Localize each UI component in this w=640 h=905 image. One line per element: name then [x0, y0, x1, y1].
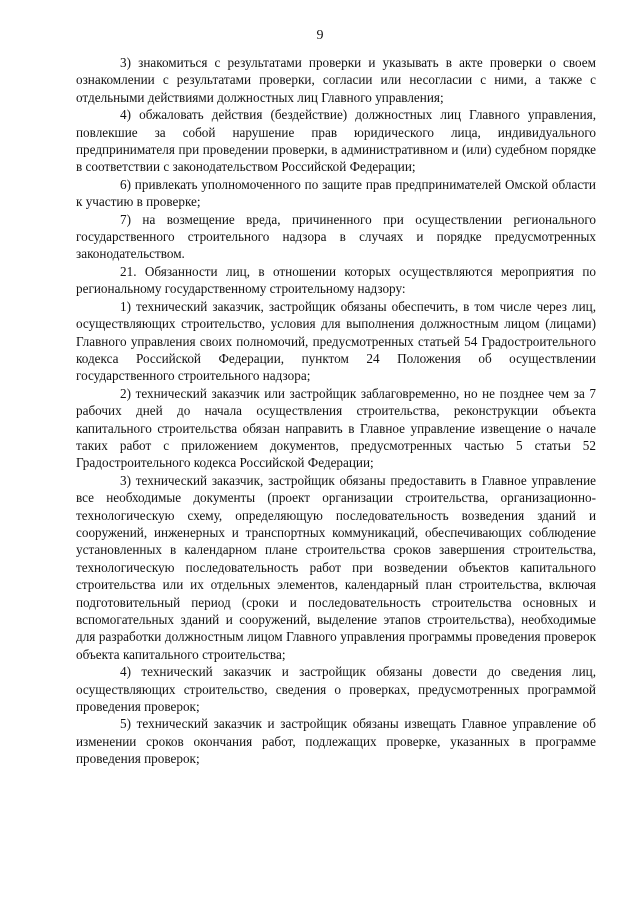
paragraph-right-6: 6) привлекать уполномоченного по защите прав предпринимателей Омской области к участию в проверке;	[76, 176, 596, 210]
paragraph-section-21: 21. Обязанности лиц, в отношении которых осуществляются мероприятия по региональному государственному строительному надзору:	[76, 263, 596, 297]
paragraph-duty-3: 3) технический заказчик, застройщик обязаны предоставить в Главное управление все необходимые документы (проект организации строительства, организационно-технологическую схему, определяющую последовательность возведения зданий и сооружений, инженерных и транспортных коммуникаций, обеспечивающих соблюдение установленных в календарном плане строительства сроков завершения строительства, технологическую последовательность работ при возведении объектов капитального строительства или их отдельных элементов, календарный план строительства, включая подготовительный период (сроки и последовательность строительства основных и вспомогательных зданий и сооружений, выделение этапов строительства), необходимые для разработки должностным лицом Главного управления программы проведения проверок объекта капитального строительства;	[76, 472, 596, 662]
paragraph-duty-4: 4) технический заказчик и застройщик обязаны довести до сведения лиц, осуществляющих строительство, сведения о проверках, предусмотренных программой проведения проверок;	[76, 664, 596, 715]
page-number: 9	[316, 28, 324, 43]
paragraph-duty-2: 2) технический заказчик или застройщик заблаговременно, но не позднее чем за 7 рабочих дней до начала осуществления строительства, реконструкции объекта капитального строительства обязан направить в Главное управление извещение о начале таких работ с приложением документов, предусмотренных частью 5 статьи 52 Градостроительного кодекса Российской Федерации;	[76, 385, 596, 471]
paragraph-duty-5: 5) технический заказчик и застройщик обязаны извещать Главное управление об изменении сроков окончания работ, подлежащих проверке, указанных в программе проведения проверок;	[76, 716, 596, 767]
document-body	[76, 54, 596, 768]
paragraph-right-7: 7) на возмещение вреда, причиненного при осуществлении регионального государственного строительного надзора в случаях и порядке предусмотренных законодательством.	[76, 211, 596, 262]
paragraph-right-4: 4) обжаловать действия (бездействие) должностных лиц Главного управления, повлекшие за собой нарушение прав юридического лица, индивидуального предпринимателя при проведении проверки, в административном и (или) судебном порядке в соответствии с законодательством Российской Федерации;	[76, 107, 596, 175]
paragraph-right-3: 3) знакомиться с результатами проверки и указывать в акте проверки о своем ознакомлении с результатами проверки, согласии или несогласии с ними, а также с отдельными действиями должностных лиц Главного управления;	[76, 55, 596, 105]
paragraph-duty-1: 1) технический заказчик, застройщик обязаны обеспечить, в том числе через лиц, осуществляющих строительство, условия для выполнения должностным лицом (лицами) Главного управления своих полномочий, предусмотренных статьей 54 Градостроительного кодекса Российской Федерации, пунктом 24 Положения об осуществлении государственного строительного надзора;	[76, 298, 596, 384]
